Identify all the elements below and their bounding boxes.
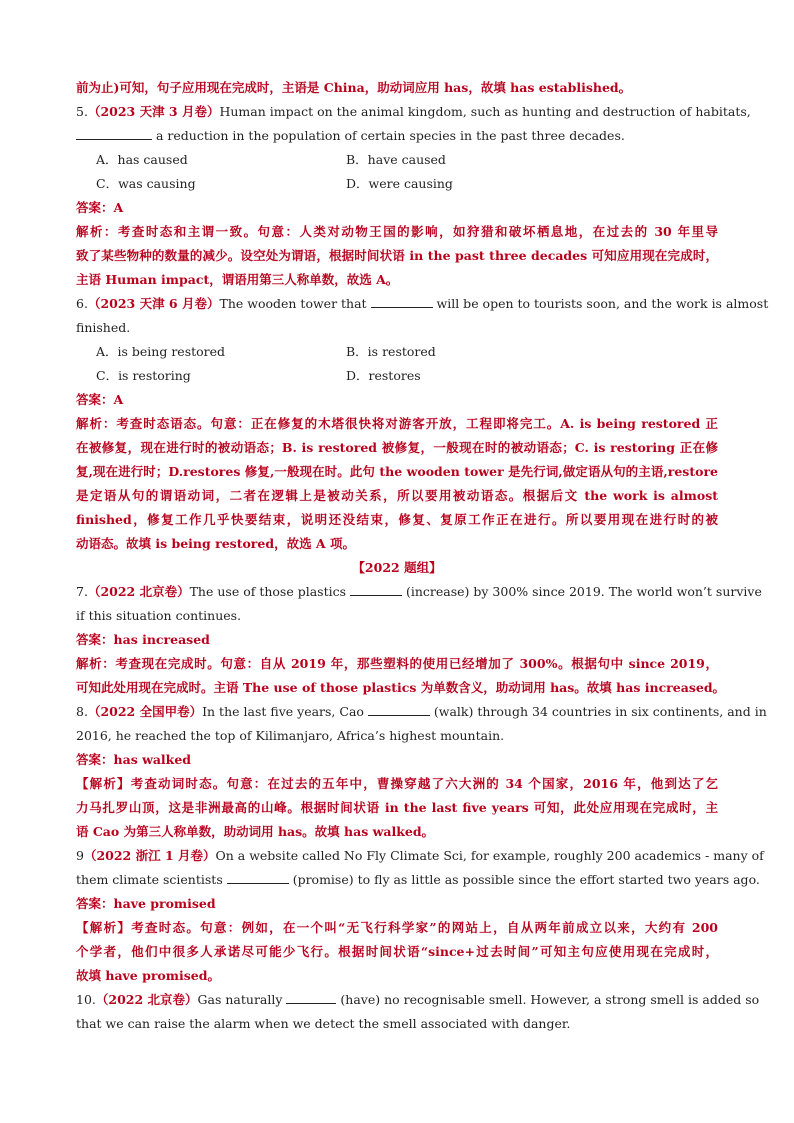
question-text: a reduction in the population of certain species in the past three decades. [152, 128, 625, 143]
question-6-options-row-2 [76, 364, 718, 388]
question-text: The use of those plastics [189, 584, 347, 599]
question-10-line-2: that we can raise the alarm when we detect the smell associated with danger. [76, 1016, 571, 1031]
question-source: （2023 天津 3 月卷） [87, 104, 220, 119]
explanation-line: 力马扎罗山顶，这是非洲最高的山峰。根据时间状语 in the last five years 可知，此处应用现在完成时，主 [76, 800, 718, 815]
explanation-line: 可知此处用现在完成时。主语 The use of those plastics 为单数含义，助动词用 has。故填 has increased。 [76, 680, 726, 695]
document-page [76, 76, 769, 1036]
answer-line: 答案：A [76, 200, 124, 215]
question-text: will be open to tourists soon, and the work is almost [432, 296, 769, 311]
explanation-line: 个学者，他们中很多人承诺尽可能少飞行。根据时间状语“since+过去时间”可知主句应使用现在完成时， [76, 944, 718, 959]
explanation-line: 【解析】考查动词时态。句意：在过去的五年中，曹操穿越了六大洲的 34 个国家，2016 年，他到达了乞 [76, 776, 718, 791]
answer-blank[interactable] [368, 701, 430, 716]
question-6-line-2: finished. [76, 320, 131, 335]
question-text: (walk) through 34 countries in six continents, and in [429, 704, 767, 719]
question-number: 6. [76, 296, 88, 311]
question-number: 10. [76, 992, 96, 1007]
question-7-line-2: if this situation continues. [76, 608, 242, 623]
answer-explanation-line: 前为止)可知，句子应用现在完成时，主语是 China，助动词应用 has，故填 has established。 [76, 80, 632, 95]
explanation-line: 解析：考查现在完成时。句意：自从 2019 年，那些塑料的使用已经增加了 300%。根据句中 since 2019， [76, 656, 718, 671]
explanation-line: 语 Cao 为第三人称单数，助动词用 has。故填 has walked。 [76, 824, 435, 839]
answer-blank[interactable] [227, 869, 289, 884]
explanation-line: 致了某些物种的数量的减少。设空处为谓语，根据时间状语 in the past three decades 可知应用现在完成时， [76, 248, 718, 263]
question-6-options-row-1 [76, 340, 718, 364]
group-heading-2022: 【2022 题组】 [352, 560, 442, 575]
question-text: Gas naturally [197, 992, 283, 1007]
question-text: Human impact on the animal kingdom, such as hunting and destruction of habitats, [219, 104, 751, 119]
option-c[interactable]: C．is restoring [96, 368, 191, 383]
question-8-line-1 [76, 700, 767, 724]
question-number: 7. [76, 584, 88, 599]
question-8-line-2: 2016, he reached the top of Kilimanjaro, Africa’s highest mountain. [76, 728, 505, 743]
question-text: (increase) by 300% since 2019. The world won’t survive [402, 584, 762, 599]
question-10-line-1 [76, 988, 760, 1012]
explanation-line: 解析：考查时态和主谓一致。句意：人类对动物王国的影响，如狩猎和破坏栖息地，在过去的 30 年里导 [76, 224, 718, 239]
explanation-line: 解析：考查时态语态。句意：正在修复的木塔很快将对游客开放，工程即将完工。A. is being restored 正 [76, 416, 718, 431]
question-text: On a website called No Fly Climate Sci, for example, roughly 200 academics - many of [215, 848, 764, 863]
question-source: （2022 全国甲卷） [87, 704, 203, 719]
explanation-line: 动语态。故填 is being restored，故选 A 项。 [76, 536, 355, 551]
question-5-options-row-1 [76, 148, 718, 172]
question-number: 9 [76, 848, 84, 863]
question-text: The wooden tower that [219, 296, 367, 311]
explanation-line: 在被修复，现在进行时的被动语态；B. is restored 被修复，一般现在时的被动语态；C. is restoring 正在修 [76, 440, 718, 455]
answer-line: 答案：A [76, 392, 124, 407]
option-d[interactable]: D．restores [346, 368, 421, 383]
answer-line: 答案：have promised [76, 896, 216, 911]
explanation-line: 复,现在进行时；D.restores 修复,一般现在时。此句 the wooden tower 是先行词,做定语从句的主语,restore [76, 464, 718, 479]
option-a[interactable]: A．is being restored [96, 344, 226, 359]
question-source: （2022 北京卷） [95, 992, 198, 1007]
question-source: （2022 北京卷） [87, 584, 190, 599]
explanation-line: 【解析】考查时态。句意：例如，在一个叫“无飞行科学家”的网站上，自从两年前成立以来，大约有 200 [76, 920, 718, 935]
answer-blank[interactable] [76, 125, 152, 140]
question-9-line-2 [76, 868, 760, 892]
answer-blank[interactable] [371, 293, 433, 308]
explanation-line: finished，修复工作几乎快要结束，说明还没结束，修复、复原工作正在进行。所以要用现在进行时的被 [76, 512, 718, 527]
answer-blank[interactable] [286, 989, 336, 1004]
option-c[interactable]: C．was causing [96, 176, 196, 191]
option-b[interactable]: B．is restored [346, 344, 436, 359]
question-7-line-1 [76, 580, 762, 604]
option-a[interactable]: A．has caused [96, 152, 188, 167]
question-source: （2023 天津 6 月卷） [87, 296, 220, 311]
question-5-line-1 [76, 100, 751, 124]
explanation-line: 是定语从句的谓语动词，二者在逻辑上是被动关系，所以要用被动语态。根据后文 the work is almost [76, 488, 718, 503]
answer-line: 答案：has walked [76, 752, 192, 767]
question-number: 5. [76, 104, 88, 119]
question-text: (have) no recognisable smell. However, a strong smell is added so [336, 992, 760, 1007]
question-text: them climate scientists [76, 872, 223, 887]
question-9-line-1 [76, 844, 764, 868]
question-text: (promise) to fly as little as possible since the effort started two years ago. [288, 872, 760, 887]
explanation-line: 故填 have promised。 [76, 968, 220, 983]
question-6-line-1 [76, 292, 769, 316]
option-d[interactable]: D．were causing [346, 176, 453, 191]
explanation-line: 主语 Human impact，谓语用第三人称单数，故选 A。 [76, 272, 399, 287]
question-text: In the last five years, Cao [202, 704, 364, 719]
question-source: （2022 浙江 1 月卷） [83, 848, 216, 863]
question-number: 8. [76, 704, 88, 719]
option-b[interactable]: B．have caused [346, 152, 446, 167]
question-5-options-row-2 [76, 172, 718, 196]
answer-line: 答案：has increased [76, 632, 210, 647]
question-5-line-2 [76, 124, 718, 148]
answer-blank[interactable] [350, 581, 402, 596]
